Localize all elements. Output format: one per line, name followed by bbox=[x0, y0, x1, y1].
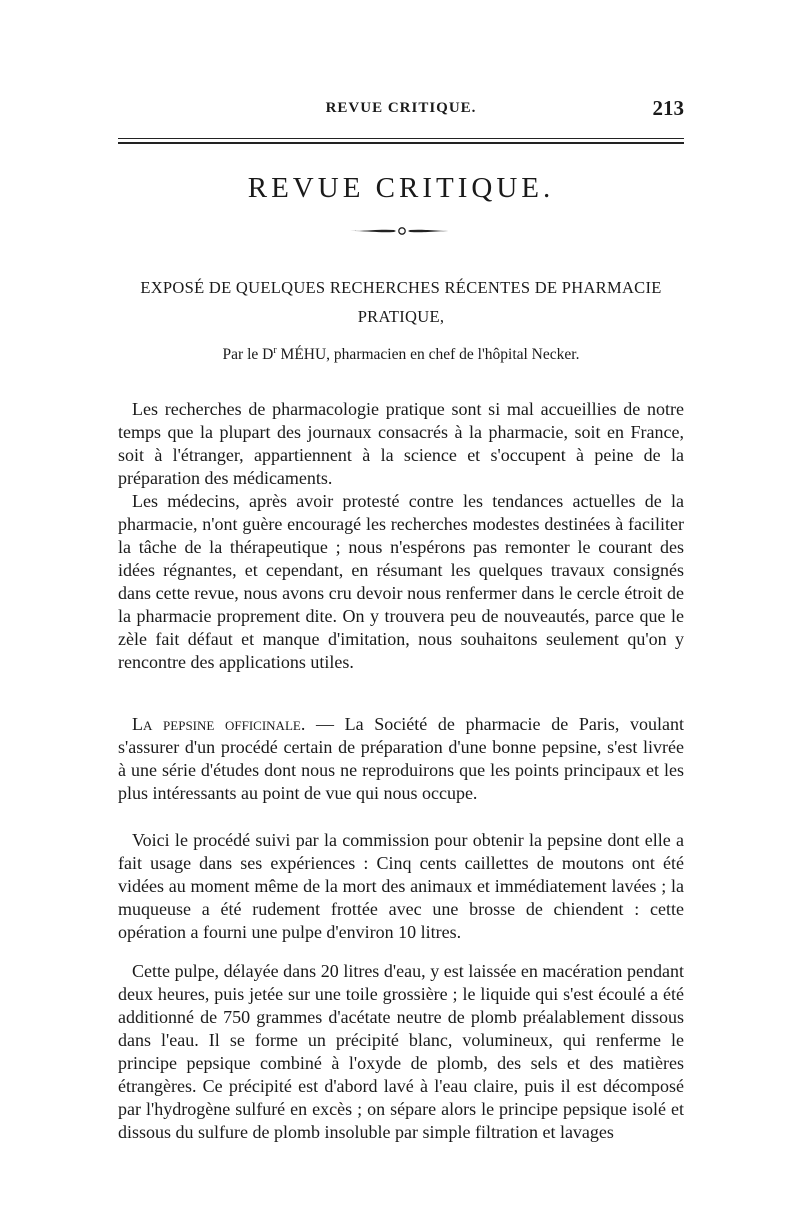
article-title-line-2: PRATIQUE, bbox=[357, 307, 445, 326]
ornament-divider bbox=[350, 224, 454, 238]
section-title: REVUE CRITIQUE. bbox=[247, 172, 555, 204]
running-header bbox=[118, 96, 684, 122]
paragraph-text: Cette pulpe, délayée dans 20 litres d'eau, y est laissée en macération pendant deux heures, puis jetée sur une toile grossière ; le liquide qui s'est écoulé a été additionné de 750 grammes d'acétate neutre de plomb préalablement dissous dans l'eau. Il se forme un précipité blanc, volumineux, qui renferme le principe pepsique combiné à l'oxyde de plomb, des sels et des matières étrangères. Ce précipité est d'abord lavé à l'eau claire, puis il est décomposé par l'hydrogène sulfuré en excès ; on sépare alors le principe pepsique isolé et dissous du sulfure de plomb insoluble par simple filtration et lavages bbox=[118, 961, 684, 1142]
header-rule-thin bbox=[118, 138, 684, 139]
paragraph-text: Les recherches de pharmacologie pratique sont si mal accueillies de notre temps que la plupart des journaux consacrés à la pharmacie, soit en France, soit à l'étranger, appartiennent à la science et s'occupent à peine de la préparation des médicaments. bbox=[118, 399, 684, 488]
paragraph-2 bbox=[118, 490, 684, 674]
byline bbox=[118, 345, 684, 364]
paragraph-text: Les médecins, après avoir protesté contre les tendances actuelles de la pharmacie, n'ont guère encouragé les recherches modestes destinées à faciliter la tâche de la thérapeutique ; nous n'espérons pas remonter le courant des idées régnantes, et cependant, en résumant les quelques travaux consignés dans cette revue, nous avons cru devoir nous renfermer dans le cercle étroit de la pharmacie proprement dite. On y trouvera peu de nouveautés, parce que le zèle fait défaut et manque d'imitation, nous souhaitons seulement qu'on y rencontre des applications utiles. bbox=[118, 491, 684, 672]
header-rule-thick bbox=[118, 142, 684, 144]
subsection-heading: La pepsine officinale. bbox=[132, 714, 306, 734]
running-title: REVUE CRITIQUE. bbox=[325, 100, 477, 116]
article-title bbox=[118, 273, 684, 331]
byline-rest: MÉHU, pharmacien en chef de l'hôpital Necker. bbox=[276, 346, 580, 364]
paragraph-text: Voici le procédé suivi par la commission pour obtenir la pepsine dont elle a fait usage dans ses expériences : Cinq cents caillettes de moutons ont été vidées au moment même de la mort des animaux et immédiatement lavées ; la muqueuse a été rudement frottée avec une brosse de chiendent : cette opération a fourni une pulpe d'environ 10 litres. bbox=[118, 830, 684, 942]
paragraph-4 bbox=[118, 829, 684, 944]
paragraph-body: — La Société de pharmacie de Paris, voulant s'assurer d'un procédé certain de préparation d'une bonne pepsine, s'est livrée à une série d'études dont nous ne reproduirons que les points principaux et les plus intéressants au point de vue qui nous occupe. bbox=[118, 714, 684, 803]
paragraph-1 bbox=[118, 398, 684, 490]
article-title-line-1: EXPOSÉ DE QUELQUES RECHERCHES RÉCENTES DE PHARMACIE bbox=[140, 278, 662, 297]
page-number: 213 bbox=[652, 96, 684, 120]
paragraph-5 bbox=[118, 960, 684, 1144]
byline-prefix: Par le D bbox=[222, 346, 274, 364]
paragraph-3 bbox=[118, 713, 684, 805]
paragraph-text bbox=[118, 713, 684, 805]
byline-superscript: r bbox=[273, 345, 277, 356]
